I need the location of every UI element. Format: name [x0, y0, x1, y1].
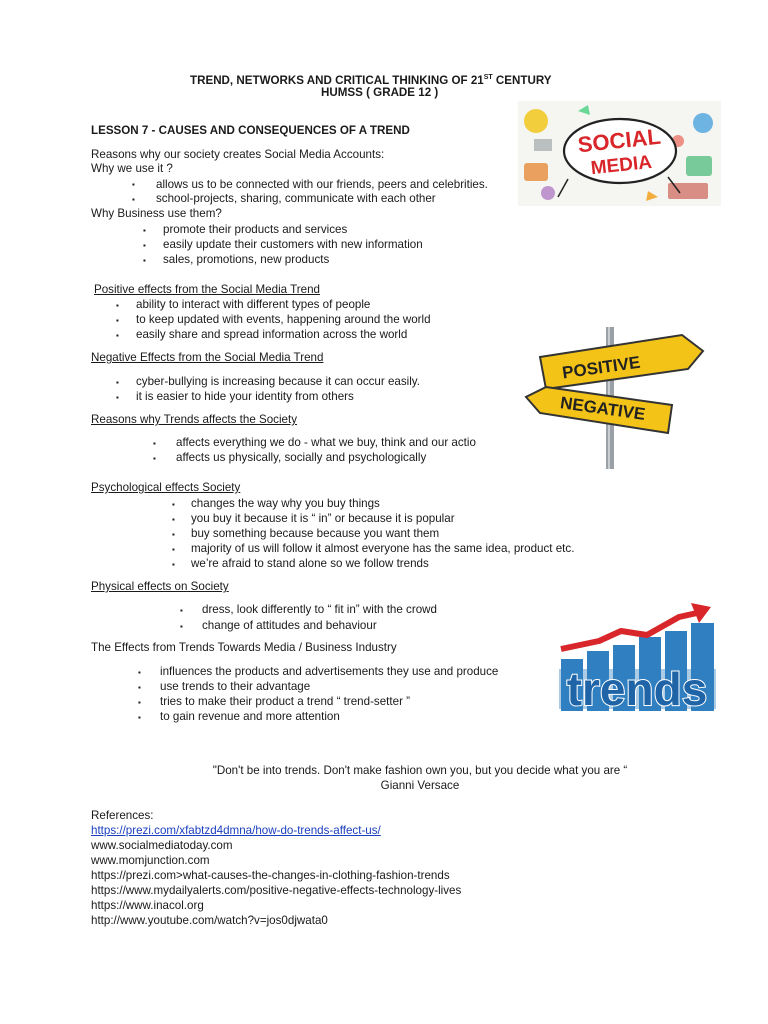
bullet: ▪ — [172, 500, 175, 509]
sign-positive-text: POSITIVE — [561, 352, 642, 383]
list-item: dress, look differently to “ fit in” with the crowd — [202, 603, 437, 616]
bullet: ▪ — [116, 393, 119, 402]
media-text: MEDIA — [589, 151, 653, 180]
reasons-intro: Reasons why our society creates Social Media Accounts: — [91, 148, 385, 161]
bullet: ▪ — [138, 683, 141, 692]
bullet: ▪ — [153, 454, 156, 463]
sign-negative-text: NEGATIVE — [559, 393, 647, 424]
list-item: to gain revenue and more attention — [160, 710, 340, 723]
reference-item: http://www.youtube.com/watch?v=jos0djwata0 — [91, 914, 328, 927]
bullet: ▪ — [172, 545, 175, 554]
quote-author: Gianni Versace — [380, 779, 460, 792]
list-item: use trends to their advantage — [160, 680, 311, 693]
social-text: SOCIAL — [576, 123, 662, 158]
list-item: influences the products and advertisements they use and produce — [160, 665, 499, 678]
list-item: change of attitudes and behaviour — [202, 619, 377, 632]
reference-item: www.socialmediatoday.com — [91, 839, 233, 852]
list-item: affects us physically, socially and psychologically — [176, 451, 427, 464]
positive-negative-sign-image — [522, 327, 707, 469]
references-label: References: — [91, 809, 154, 822]
list-item: tries to make their product a trend “ trend-setter ” — [160, 695, 411, 708]
bullet: ▪ — [180, 622, 183, 631]
bullet: ▪ — [116, 316, 119, 325]
psychological-heading: Psychological effects Society — [91, 481, 241, 494]
bullet: ▪ — [116, 378, 119, 387]
bullet: ▪ — [138, 668, 141, 677]
list-item: ability to interact with different types of people — [136, 298, 371, 311]
bullet: ▪ — [138, 713, 141, 722]
bullet: ▪ — [132, 195, 135, 204]
why-use-heading: Why we use it ? — [91, 162, 173, 175]
trends-image — [559, 601, 716, 712]
list-item: it is easier to hide your identity from others — [136, 390, 354, 403]
list-item: changes the way why you buy things — [191, 497, 380, 510]
bullet: ▪ — [143, 241, 146, 250]
quote-text: "Don't be into trends. Don't make fashion own you, but you decide what you are “ — [212, 764, 628, 777]
list-item: school-projects, sharing, communicate with each other — [156, 192, 436, 205]
document-subtitle: HUMSS ( GRADE 12 ) — [321, 86, 439, 99]
reference-item: https://www.mydailyalerts.com/positive-negative-effects-technology-lives — [91, 884, 462, 897]
list-item: easily update their customers with new information — [163, 238, 423, 251]
list-item: we’re afraid to stand alone so we follow trends — [191, 557, 429, 570]
bullet: ▪ — [116, 301, 119, 310]
list-item: sales, promotions, new products — [163, 253, 330, 266]
positive-heading: Positive effects from the Social Media Trend — [94, 283, 320, 296]
reference-item: https://www.inacol.org — [91, 899, 204, 912]
list-item: to keep updated with events, happening around the world — [136, 313, 431, 326]
bullet: ▪ — [143, 226, 146, 235]
list-item: buy something because because you want them — [191, 527, 440, 540]
social-media-image — [518, 101, 721, 206]
list-item: cyber-bullying is increasing because it can occur easily. — [136, 375, 420, 388]
bullet: ▪ — [132, 180, 135, 189]
reference-link[interactable]: https://prezi.com/xfabtzd4dmna/how-do-trends-affect-us/ — [91, 824, 381, 837]
bullet: ▪ — [153, 439, 156, 448]
reference-item: https://prezi.com>what-causes-the-changes-in-clothing-fashion-trends — [91, 869, 450, 882]
bullet: ▪ — [172, 560, 175, 569]
bullet: ▪ — [172, 515, 175, 524]
physical-heading: Physical effects on Society — [91, 580, 229, 593]
trends-word: trends — [566, 663, 708, 712]
media-heading: The Effects from Trends Towards Media / Business Industry — [91, 641, 397, 654]
reference-item: www.momjunction.com — [91, 854, 210, 867]
list-item: majority of us will follow it almost everyone has the same idea, product etc. — [191, 542, 575, 555]
trends-society-heading: Reasons why Trends affects the Society — [91, 413, 298, 426]
bullet: ▪ — [172, 530, 175, 539]
bullet: ▪ — [138, 698, 141, 707]
document-title: TREND, NETWORKS AND CRITICAL THINKING OF 21ST CENTURY — [190, 73, 552, 87]
lesson-title: LESSON 7 - CAUSES AND CONSEQUENCES OF A TREND — [91, 124, 410, 137]
list-item: you buy it because it is “ in” or because it is popular — [191, 512, 455, 525]
negative-heading: Negative Effects from the Social Media Trend — [91, 351, 324, 364]
list-item: easily share and spread information across the world — [136, 328, 408, 341]
list-item: promote their products and services — [163, 223, 348, 236]
list-item: affects everything we do - what we buy, think and our actio — [176, 436, 476, 449]
why-business-heading: Why Business use them? — [91, 207, 222, 220]
bullet: ▪ — [116, 331, 119, 340]
list-item: allows us to be connected with our friends, peers and celebrities. — [156, 178, 488, 191]
bullet: ▪ — [180, 606, 183, 615]
bullet: ▪ — [143, 256, 146, 265]
